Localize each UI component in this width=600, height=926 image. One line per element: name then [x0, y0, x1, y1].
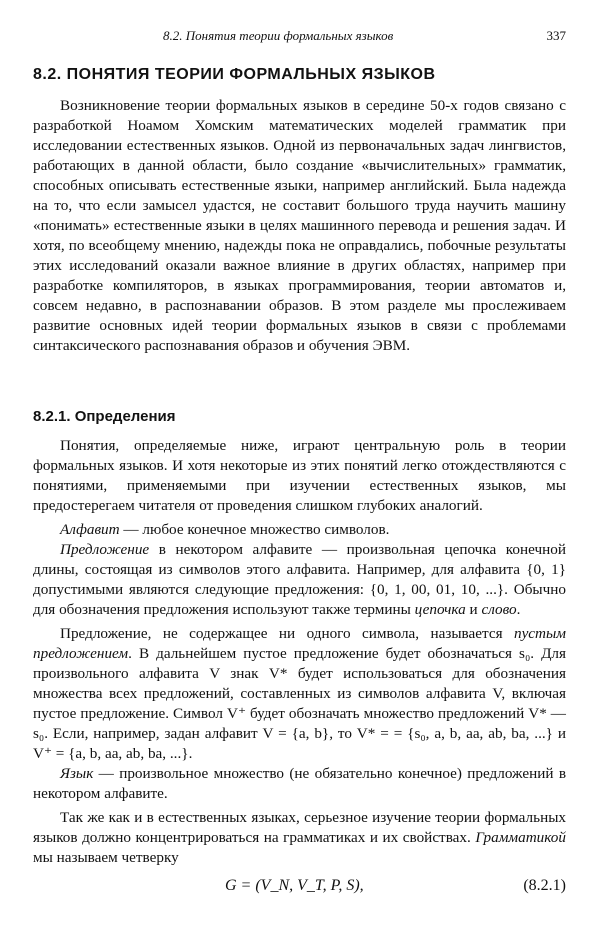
- term-alphabet: Алфавит: [60, 521, 120, 538]
- section-intro-paragraph: Возникновение теории формальных языков в середине 50-х годов связано с разработкой Ноамом Хомским математических моделей грамматик при исследовании естественных языков. Одной из первоначальных задач лингвистов, работающих в данной области, было создание «вычислительных» грамматик, способных описывать естественные языки, например английский. Была надежда на то, что если замысел удастся, не составит большого труда научить машину «понимать» естественные языки в целях машинного перевода и решения задач. И хотя, по всеобщему мнению, надежды пока не оправдались, побочные результаты этих исследований оказали важное влияние в других областях, например при разработке компиляторов, в языках программирования, теории автоматов и, совсем недавно, в распознавании образов. В этом разделе мы прослеживаем развитие основных идей теории формальных языков в связи с проблемами синтаксического распознавания образов и обучения ЭВМ.: [33, 97, 566, 354]
- term-empty-sentence: пустым предложением: [33, 625, 566, 662]
- term-word: слово: [481, 601, 517, 618]
- term-grammar: Грамматикой: [475, 829, 566, 846]
- subsection-body: [33, 436, 566, 868]
- alphabet-definition-text: — любое конечное множество символов.: [119, 521, 390, 538]
- definitions-intro-paragraph: Понятия, определяемые ниже, играют центральную роль в теории формальных языков. И хотя некоторые из этих понятий легко отождествляются с понятиями, применяемыми при изучении естественных языков, мы предостерегаем читателя от проведения слишком глубоких аналогий.: [33, 437, 566, 514]
- subsection-title: 8.2.1. Определения: [33, 408, 176, 425]
- alphabet-definition: [33, 520, 566, 540]
- sentence-definition-and: и: [465, 601, 482, 618]
- running-title: 8.2. Понятия теории формальных языков: [163, 28, 394, 43]
- term-language: Язык: [60, 765, 94, 782]
- grammar-intro-text-b: мы называем четверку: [33, 849, 179, 866]
- grammar-intro-paragraph: [33, 808, 566, 868]
- section-title: 8.2. ПОНЯТИЯ ТЕОРИИ ФОРМАЛЬНЫХ ЯЗЫКОВ: [33, 66, 436, 83]
- term-chain: цепочка: [414, 601, 466, 618]
- language-definition-text: — произвольное множество (не обязательно конечное) предложений в некотором алфавите.: [33, 765, 566, 802]
- sentence-definition: [33, 540, 566, 620]
- empty-sentence-paragraph: [33, 624, 566, 764]
- grammar-intro-text-a: Так же как и в естественных языках, серьезное изучение теории формальных языков должно концентрироваться на грамматиках и их свойствах.: [33, 809, 566, 846]
- page-number: 337: [546, 28, 566, 43]
- formula-number: (8.2.1): [523, 877, 566, 894]
- term-sentence: Предложение: [60, 541, 150, 558]
- language-definition: [33, 764, 566, 804]
- section-body: [33, 96, 566, 356]
- running-header: [33, 28, 566, 48]
- formula-expression: G = (V_N, V_T, P, S),: [225, 877, 364, 894]
- sentence-definition-end: .: [516, 601, 521, 618]
- sentence-definition-text: в некотором алфавите — произвольная цепочка конечной длины, состоящая из символов этого алфавита. Например, для алфавита {0, 1} допустимыми являются следующие предложения: {0, 1, 00, 01, 10, ...}. Обычно для обозначения предложения используют также термины: [33, 541, 566, 618]
- empty-sentence-text-a: Предложение, не содержащее ни одного символа, называется: [60, 625, 514, 642]
- grammar-formula: [33, 877, 566, 901]
- empty-sentence-text-b: . В дальнейшем пустое предложение будет обозначаться s₀. Для произвольного алфавита V знак V* будет использоваться для обозначения множества всех предложений, составленных из символов алфавита V, включая пустое предложение. Символ V⁺ будет обозначать множество предложений V* — s₀. Если, например, задан алфавит V = {a, b}, то V* = = {s₀, a, b, aa, ab, ba, ...} и V⁺ = {a, b, aa, ab, ba, ...}.: [33, 645, 566, 762]
